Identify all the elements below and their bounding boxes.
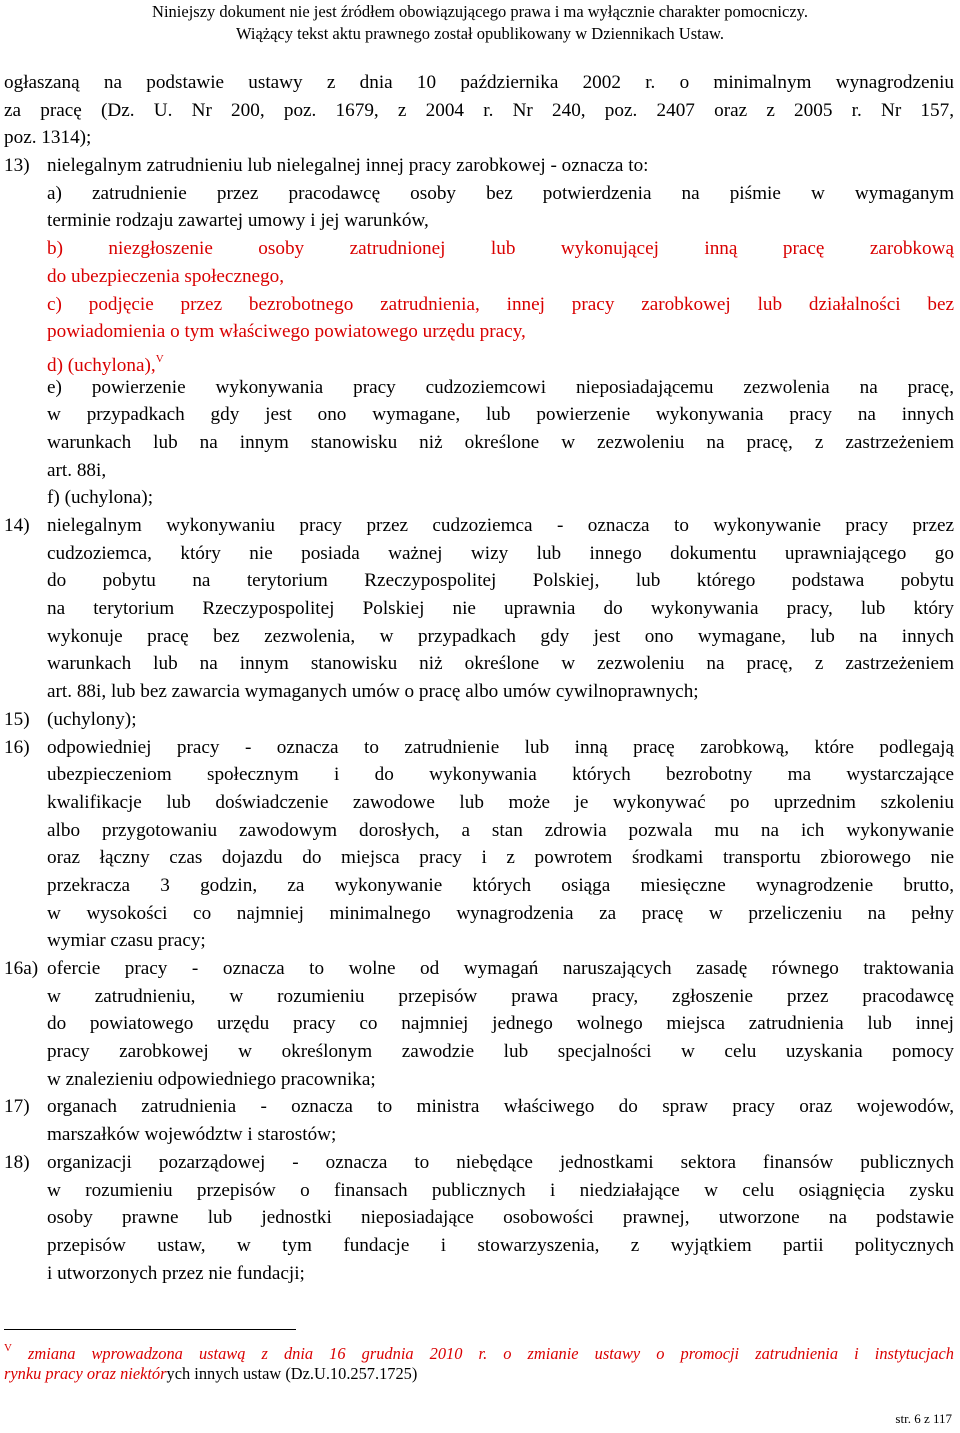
- disclaimer-line-1: Niniejszy dokument nie jest źródłem obowiązującego prawa i ma wyłącznie charakter pomocniczy.: [152, 2, 808, 21]
- footnote-plain-text: ych innych ustaw (Dz.U.10.257.1725): [166, 1364, 418, 1383]
- subpoint-a-cont: terminie rodzaju zawartej umowy i jej warunków,: [47, 210, 429, 232]
- item-text: albo przygotowaniu zawodowym dorosłych, a stan zdrowia pozwala mu na ich wykonywanie: [47, 819, 954, 841]
- definition-item-18: [0, 1149, 960, 1177]
- amendment-mark: V: [155, 352, 164, 365]
- item-text: marszałków województw i starostów;: [47, 1124, 337, 1146]
- item-number: 17): [4, 1096, 30, 1118]
- definition-item-16a: [0, 955, 960, 983]
- subpoint-e: e) powierzenie wykonywania pracy cudzoziemcowi nieposiadającemu zezwolenia na pracę,: [47, 376, 954, 398]
- item-text: pracy zarobkowej w określonym zawodzie lub specjalności w celu uzyskania pomocy: [47, 1041, 954, 1063]
- item-number: 16a): [4, 958, 39, 979]
- item-number: 15): [4, 708, 30, 730]
- item-number: 16): [4, 736, 30, 758]
- item-text: art. 88i, lub bez zawarcia wymaganych umów o pracę albo umów cywilnoprawnych;: [47, 681, 699, 703]
- intro-line: ogłaszaną na podstawie ustawy z dnia 10 października 2002 r. o minimalnym wynagrodzeniu: [4, 72, 954, 93]
- definition-item-13: [0, 152, 960, 180]
- item-text: nielegalnym wykonywaniu pracy przez cudzoziemca - oznacza to wykonywanie pracy przez: [47, 515, 954, 536]
- item-text: organach zatrudnienia - oznacza to ministra właściwego do spraw pracy oraz wojewodów,: [47, 1096, 954, 1118]
- item-text: (uchylony);: [47, 708, 137, 730]
- item-text: organizacji pozarządowej - oznacza to niebędące jednostkami sektora finansów publicznych: [47, 1151, 954, 1173]
- item-text: kwalifikacje lub doświadczenie zawodowe lub może je wykonywać po uprzednim szkoleniu: [47, 791, 954, 813]
- footnote: [0, 1336, 960, 1386]
- footnote-italic-text-2: rynku pracy oraz niektór: [4, 1364, 167, 1383]
- item-text: przekracza 3 godzin, za wykonywanie których osiąga miesięczne wynagrodzenie brutto,: [47, 874, 954, 896]
- item-text: odpowiedniej pracy - oznacza to zatrudnienie lub inną pracę zarobkową, które podlegają: [47, 736, 954, 758]
- subpoint-e-cont: warunkach lub na innym stanowisku niż określone w zezwoleniu na pracę, z zastrzeżeniem: [47, 431, 954, 453]
- subpoint-e-cont: art. 88i,: [47, 459, 107, 481]
- subpoint-c: c) podjęcie przez bezrobotnego zatrudnienia, innej pracy zarobkowej lub działalności bez: [47, 293, 954, 315]
- item-text: cudzoziemca, który nie posiada ważnej wizy lub innego dokumentu uprawniającego go: [47, 542, 954, 564]
- intro-line: za pracę (Dz. U. Nr 200, poz. 1679, z 2004 r. Nr 240, poz. 2407 oraz z 2005 r. Nr 157,: [4, 99, 954, 121]
- item-text: ubezpieczeniom społecznym i do wykonywania których bezrobotny ma wystarczające: [47, 764, 954, 786]
- item-text: warunkach lub na innym stanowisku niż określone w zezwoleniu na pracę, z zastrzeżeniem: [47, 653, 954, 675]
- item-number: 14): [4, 515, 30, 536]
- item-text: osoby prawne lub jednostki nieposiadające osobowości prawnej, utworzone na podstawie: [47, 1207, 954, 1229]
- definition-item-15: [0, 706, 960, 734]
- item-text: w zatrudnieniu, w rozumieniu przepisów prawa pracy, zgłoszenie przez pracodawcę: [47, 985, 954, 1007]
- item-text: i utworzonych przez nie fundacji;: [47, 1262, 305, 1284]
- disclaimer-banner: [0, 0, 960, 45]
- footnote-italic-text: zmiana wprowadzona ustawą z dnia 16 grudnia 2010 r. o zmianie ustawy o promocji zatrudnienia i instytucjach: [28, 1344, 954, 1363]
- item-text: wykonuje pracę bez zezwolenia, w przypadkach gdy jest ono wymagane, lub na innych: [47, 625, 954, 647]
- subpoint-f: f) (uchylona);: [47, 487, 154, 509]
- definition-item-17: [0, 1093, 960, 1121]
- definition-item-16: [0, 734, 960, 762]
- subpoint-c-cont: powiadomienia o tym właściwego powiatowego urzędu pracy,: [47, 321, 526, 343]
- definition-item-14: [0, 512, 960, 540]
- item-text: na terytorium Rzeczypospolitej Polskiej nie uprawnia do wykonywania pracy, lub który: [47, 598, 954, 620]
- item-text: nielegalnym zatrudnieniu lub nielegalnej innej pracy zarobkowej - oznacza to:: [47, 155, 649, 177]
- item-text: w wysokości co najmniej minimalnego wynagrodzenia za pracę w przeliczeniu na pełny: [47, 902, 954, 924]
- disclaimer-line-2: Wiążący tekst aktu prawnego został opublikowany w Dziennikach Ustaw.: [235, 24, 725, 43]
- subpoint-e-cont: w przypadkach gdy jest ono wymagane, lub powierzenie wykonywania pracy na innych: [47, 404, 954, 426]
- item-text: do pobytu na terytorium Rzeczypospolitej Polskiej, lub którego podstawa pobytu: [47, 570, 954, 592]
- subpoint-b: b) niezgłoszenie osoby zatrudnionej lub wykonującej inną pracę zarobkową: [47, 238, 954, 260]
- page-number: str. 6 z 117: [895, 1411, 952, 1426]
- subpoint-a: a) zatrudnienie przez pracodawcę osoby bez potwierdzenia na piśmie w wymaganym: [47, 182, 954, 204]
- item-text: przepisów ustaw, w tym fundacje i stowarzyszenia, z wyjątkiem partii politycznych: [47, 1234, 954, 1256]
- footnote-separator: [4, 1329, 296, 1330]
- footnote-mark: V: [4, 1342, 12, 1354]
- item-number: 13): [4, 155, 30, 177]
- item-text: wymiar czasu pracy;: [47, 930, 206, 952]
- item-text: oraz łączny czas dojazdu do miejsca pracy i z powrotem środkami transportu zbiorowego nie: [47, 847, 954, 869]
- intro-line: poz. 1314);: [4, 127, 92, 149]
- item-text: do powiatowego urzędu pracy co najmniej jednego wolnego miejsca zatrudnienia lub innej: [47, 1013, 954, 1035]
- item-text: ofercie pracy - oznacza to wolne od wymagań naruszających zasadę równego traktowania: [47, 958, 954, 979]
- subpoint-d-text: d) (uchylona),: [47, 354, 156, 376]
- item-text: w znalezieniu odpowiedniego pracownika;: [47, 1068, 376, 1090]
- footnote-line-2: [4, 1361, 954, 1386]
- item-text: w rozumieniu przepisów o finansach publicznych i niedziałające w celu osiągnięcia zysku: [47, 1179, 954, 1201]
- item-number: 18): [4, 1151, 30, 1173]
- document-body: [0, 69, 960, 1287]
- subpoint-b-cont: do ubezpieczenia społecznego,: [47, 265, 285, 287]
